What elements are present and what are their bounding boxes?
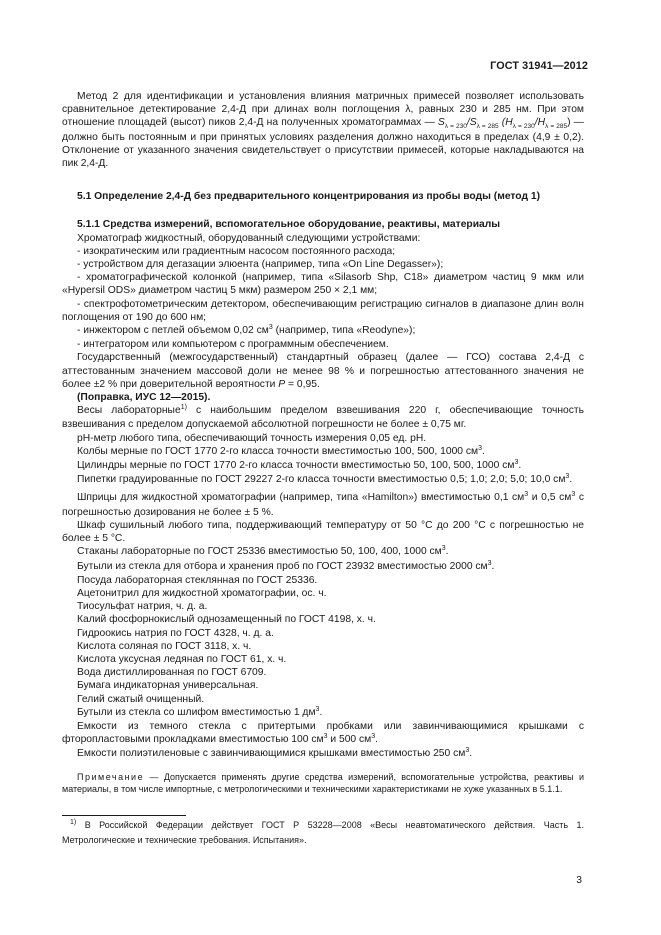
reagent-item: Гидроокись натрия по ГОСТ 4328, ч. д. а.	[77, 627, 274, 639]
reagent-item: Тиосульфат натрия, ч. д. а.	[77, 601, 208, 613]
reagent-item: Бумага индикаторная универсальная.	[77, 680, 259, 692]
equipment-line-2: - устройством для дегазации элюента (например, типа «On Line Degasser»);	[77, 259, 444, 271]
ratio-h-sub-230: λ = 230	[512, 123, 535, 131]
injector-text: - инжектором с петлей объемом 0,02 см	[77, 325, 269, 337]
scales-text: Весы лабораторные	[77, 405, 181, 417]
reagent-item: Гелий сжатый очищенный.	[77, 693, 205, 705]
syringes-item	[62, 491, 584, 518]
bottles-item	[62, 560, 584, 574]
flasks-item	[62, 445, 584, 459]
intro-text-b: ) — должно быть постоянным и при принятых условиях разделения должно находиться в пределах (4,9 ± 0,2). Отклонение от указанного значения свидетельствует о присутствии примесей, которые накладываются на пик 2,4-Д.	[62, 117, 584, 170]
dark-glass-text: Емкости из темного стекла с притертыми пробками или завинчивающимися крышками с фторопластовыми прокладками вместимостью 100 см	[62, 720, 584, 746]
pipettes-text-b: .	[569, 474, 573, 486]
dark-glass-sup-1: 3	[323, 733, 328, 741]
integrator-item: - интегратором или компьютером с программным обеспечением.	[77, 339, 389, 351]
ph-meter-item: pH-метр любого типа, обеспечивающий точность измерения 0,05 ед. pH.	[77, 432, 427, 444]
ground-bottles-sup: 3	[315, 705, 320, 713]
pe-sup: 3	[465, 747, 470, 755]
ratio-sub-230: λ = 230	[444, 123, 467, 131]
equipment-line-0: Хроматограф жидкостный, оборудованный следующими устройствами:	[77, 232, 421, 244]
bottles-sup: 3	[487, 559, 492, 567]
ratio-h-sub-285: λ = 285	[545, 123, 568, 131]
pipettes-text: Пипетки градуированные по ГОСТ 29227 2-го класса точности вместимостью 0,5; 1,0; 2,0; 5,0; 10,0 см	[77, 474, 566, 486]
bottles-text: Бутыли из стекла для отбора и хранения проб по ГОСТ 23932 вместимостью 2000 см	[77, 560, 488, 572]
page-body	[62, 90, 584, 795]
syringes-text-b: и 0,5 см	[528, 492, 572, 504]
equipment-line-4: - спектрофотометрическим детектором, обеспечивающим регистрацию сигналов в диапазоне длин волн поглощения от 190 до 600 нм;	[62, 298, 584, 323]
cylinders-item	[62, 459, 584, 473]
syringes-sup-2: 3	[571, 491, 576, 499]
dark-glass-text-c: .	[375, 734, 379, 746]
reagent-item: Калий фосфорнокислый однозамещенный по ГОСТ 4198, х. ч.	[77, 614, 376, 626]
ratio-s: S	[437, 117, 445, 129]
ratio-h-open: (H	[501, 117, 513, 129]
amendment-note: (Поправка, ИУС 12—2015).	[77, 392, 211, 404]
syringes-sup-1: 3	[524, 491, 529, 499]
beakers-item	[62, 545, 584, 559]
footnote-separator	[62, 815, 186, 816]
injector-text-b: (например, типа «Reodyne»);	[272, 325, 416, 337]
footnote-mark: 1)	[70, 819, 77, 826]
ratio-h-slash: /H	[534, 117, 546, 129]
pe-containers-item	[62, 747, 584, 761]
ground-bottles-text: Бутыли из стекла со шлифом вместимостью 1 дм	[77, 706, 316, 718]
flasks-text-b: .	[482, 445, 485, 457]
section-5-1-heading: 5.1 Определение 2,4-Д без предварительного концентрирования из пробы воды (метод 1)	[77, 191, 541, 203]
intro-text-a: Метод 2 для идентификации и установления влияния матричных примесей позволяет использовать сравнительное детектирование 2,4-Д при длинах волн поглощения λ, равных 230 и 285 нм. При этом отношение площадей (высот) пиков 2,4-Д на полученных хроматограммах —	[62, 91, 584, 129]
reagent-item: Кислота уксусная ледяная по ГОСТ 61, х. ч.	[77, 653, 287, 665]
bottles-text-b: .	[491, 560, 495, 572]
section-5-1-1-heading: 5.1.1 Средства измерений, вспомогательное оборудование, реактивы, материалы	[77, 219, 501, 231]
dark-glass-text-b: и 500 см	[327, 734, 372, 746]
flasks-text: Колбы мерные по ГОСТ 1770 2-го класса точности вместимостью 100, 500, 1000 см	[77, 445, 479, 457]
footnote-text: В Российской Федерации действует ГОСТ Р 53228—2008 «Весы неавтоматического действия. Часть 1. Метрологические и технические требования. Испытания».	[62, 820, 584, 845]
gso-item	[62, 351, 584, 391]
scales-item	[62, 404, 584, 431]
scales-text-b: с наибольшим пределом взвешивания 220 г, обеспечивающие точность взвешивания с пределом допускаемой абсолютной погрешности не более ± 0,75 мг.	[62, 405, 584, 431]
ratio-sub-285: λ = 285	[476, 123, 499, 131]
reagent-item: Вода дистиллированная по ГОСТ 6709.	[77, 667, 267, 679]
dark-glass-sup-2: 3	[371, 733, 376, 741]
beakers-text: Стаканы лабораторные по ГОСТ 25336 вместимостью 50, 100, 400, 1000 см	[77, 546, 442, 558]
pe-text-b: .	[469, 748, 473, 760]
equipment-line-3: - хроматографической колонкой (например, типа «Silasorb Shp, C18» диаметром частиц 9 мкм или «Hypersil ODS» диаметром частиц 5 мкм) размером 250 × 2,1 мм;	[62, 272, 584, 297]
reagent-item: Кислота соляная по ГОСТ 3118, х. ч.	[77, 640, 252, 652]
cylinders-text: Цилиндры мерные по ГОСТ 1770 2-го класса точности вместимостью 50, 100, 500, 1000 см	[77, 460, 515, 472]
pe-text: Емкости полиэтиленовые с завинчивающимися крышками вместимостью 250 см	[77, 748, 466, 760]
beakers-sup: 3	[441, 545, 446, 553]
ratio-slash: /S	[466, 117, 477, 129]
pipettes-sup: 3	[565, 473, 570, 481]
reagent-item: Ацетонитрил для жидкостной хроматографии, ос. ч.	[77, 587, 327, 599]
injector-item	[62, 324, 584, 338]
note-text: — Допускается применять другие средства измерений, вспомогательные устройства, реактивы и материалы, в том числе импортные, с метрологическими и техническими характеристиками не хуже указанных в 5.1.1.	[62, 771, 584, 794]
gso-p: P	[278, 378, 286, 390]
note-label: Примечание	[77, 771, 145, 782]
syringes-text-c: с погрешностью дозирования не более ± 5 %.	[62, 492, 584, 518]
footnote	[62, 819, 584, 846]
note	[62, 771, 584, 795]
flasks-sup: 3	[478, 444, 483, 452]
document-id-header: ГОСТ 31941—2012	[490, 60, 588, 72]
cylinders-sup: 3	[514, 459, 519, 467]
oven-item: Шкаф сушильный любого типа, поддерживающий температуру от 50 °С до 200 °С с погрешностью не более ± 5 °С.	[62, 519, 584, 545]
gso-text-b: = 0,95.	[285, 378, 320, 390]
ground-bottles-text-b: .	[319, 706, 323, 718]
cylinders-text-b: .	[518, 460, 522, 472]
intro-paragraph	[62, 90, 584, 170]
page-number: 3	[576, 875, 582, 886]
syringes-text: Шприцы для жидкостной хроматографии (например, типа «Hamilton») вместимостью 0,1 см	[77, 492, 525, 504]
beakers-text-b: .	[445, 546, 449, 558]
reagent-item: Посуда лабораторная стеклянная по ГОСТ 25336.	[77, 574, 318, 586]
scales-footnote-ref: 1)	[180, 404, 187, 412]
ground-bottles-item	[62, 706, 584, 720]
injector-sup: 3	[268, 324, 273, 332]
gso-text: Государственный (межгосударственный) стандартный образец (далее — ГСО) состава 2,4-Д с аттестованным значением массовой доли не менее 98 % и погрешностью аттестованного значения не более ±2 % при доверительной вероятности	[62, 352, 584, 390]
equipment-line-1: - изократическим или градиентным насосом постоянного расхода;	[77, 245, 396, 257]
pipettes-item	[62, 473, 584, 487]
dark-glass-item	[62, 720, 584, 747]
